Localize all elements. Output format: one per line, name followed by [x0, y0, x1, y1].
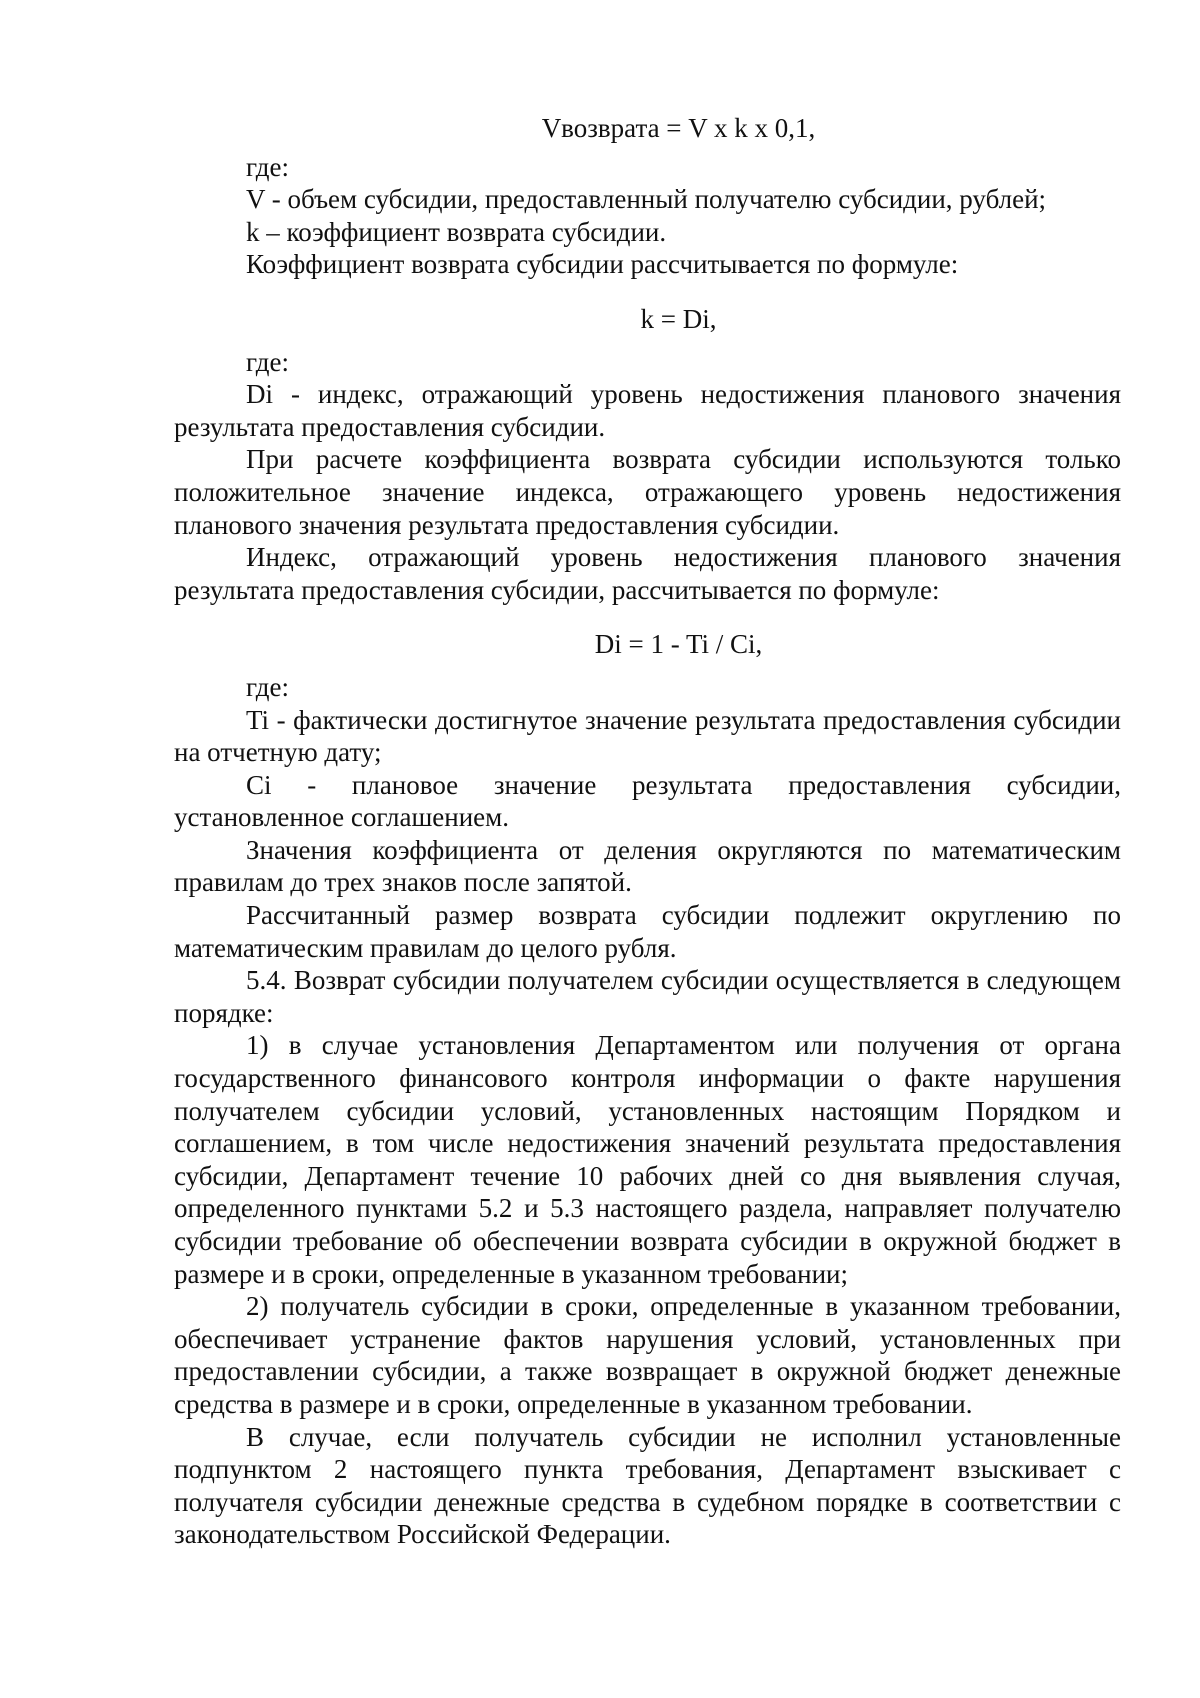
- positive-index-note: При расчете коэффициента возврата субсидии используются только положительное значение индекса, отражающего уровень недостижения планового значения результата предоставления субсидии.: [174, 444, 1121, 540]
- rounding-coefficient: Значения коэффициента от деления округляются по математическим правилам до трех знаков после запятой.: [174, 834, 1121, 898]
- formula-return-volume: Vвозврата = V х k х 0,1,: [541, 113, 816, 143]
- clause-5-4: 5.4. Возврат субсидии получателем субсидии осуществляется в следующем порядке:: [174, 965, 1121, 1028]
- rounding-amount: Рассчитанный размер возврата субсидии подлежит округлению по математическим правилам до целого рубля.: [174, 900, 1121, 963]
- clause-item-1: 1) в случае установления Департаментом или получения от органа государственного финансового контроля информации о факте нарушения получателем субсидии условий, установленных настоящим Порядком и соглашением, в том числе недостижения значений результата предоставления субсидии, Департамент течение 10 рабочих дней со дня выявления случая, определенного пунктами 5.2 и 5.3 настоящего раздела, направляет получателю субсидии требование об обеспечении возврата субсидии в окружной бюджет в размере и в сроки, определенные в указанном требовании;: [174, 1030, 1121, 1289]
- definition-ci: Ci - плановое значение результата предоставления субсидии, установленное соглашением.: [174, 769, 1121, 833]
- document-body: [174, 112, 1121, 1551]
- definition-k: k – коэффициент возврата субсидии.: [246, 216, 667, 247]
- where-label: где:: [246, 346, 289, 377]
- coefficient-intro: Коэффициент возврата субсидии рассчитывается по формуле:: [246, 249, 959, 280]
- definition-di: Di - индекс, отражающий уровень недостижения планового значения результата предоставления субсидии.: [174, 379, 1121, 442]
- index-intro: Индекс, отражающий уровень недостижения планового значения результата предоставления субсидии, рассчитывается по формуле:: [174, 542, 1121, 605]
- where-label: где:: [246, 151, 289, 182]
- clause-item-2: 2) получатель субсидии в сроки, определенные в указанном требовании, обеспечивает устранение фактов нарушения условий, установленных при предоставлении субсидии, а также возвращает в окружной бюджет денежные средства в размере и в сроки, определенные в указанном требовании.: [174, 1291, 1121, 1419]
- formula-index: Di = 1 - Ti / Ci,: [594, 629, 763, 660]
- where-label: где:: [246, 671, 289, 702]
- enforcement-paragraph: В случае, если получатель субсидии не исполнил установленные подпунктом 2 настоящего пункта требования, Департамент взыскивает с получателя субсидии денежные средства в судебном порядке в соответствии с законодательством Российской Федерации.: [174, 1421, 1121, 1550]
- formula-coefficient: k = Di,: [640, 303, 717, 334]
- definition-v: V - объем субсидии, предоставленный получателю субсидии, рублей;: [246, 184, 1047, 215]
- definition-ti: Ti - фактически достигнутое значение результата предоставления субсидии на отчетную дату;: [174, 704, 1121, 768]
